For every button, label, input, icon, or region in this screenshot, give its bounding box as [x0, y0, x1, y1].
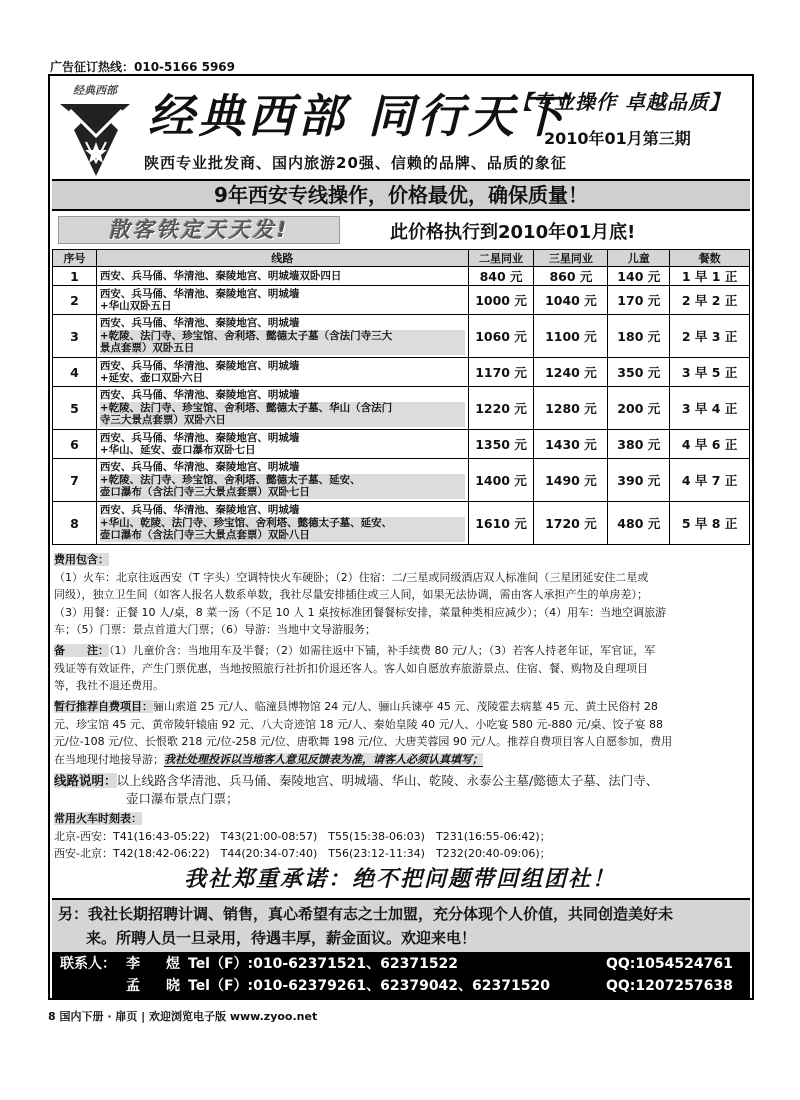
table-row [53, 286, 750, 315]
table-header-row [53, 250, 750, 267]
header-meals: 餐数 [670, 250, 750, 267]
row-number: 7 [53, 459, 97, 502]
table-row [53, 430, 750, 459]
header-no: 序号 [53, 250, 97, 267]
price-valid-note: 此价格执行到2010年01月底! [390, 222, 636, 243]
contact-row [60, 975, 746, 997]
route-line: 西安、兵马俑、华清池、秦陵地宫、明城墙 [99, 389, 300, 402]
route-line: 西安、兵马俑、华清池、秦陵地宫、明城墙 [99, 504, 300, 517]
price-two-star: 1060 元 [468, 315, 534, 358]
route-note-label: 线路说明： [54, 773, 117, 788]
train-section [54, 810, 752, 863]
contact-label: 联系人： [60, 956, 116, 972]
headline-banner: 9年西安专线操作，价格最优，确保质量！ [52, 179, 750, 211]
row-number: 3 [53, 315, 97, 358]
route-cell [96, 267, 468, 286]
table-row [53, 459, 750, 502]
meal-count: 5 早 8 正 [670, 502, 750, 545]
optional-line: 骊山索道 25 元/人、临潼县博物馆 24 元/人、骊山兵谏亭 45 元、茂陵霍去病墓 45 元、黄土民俗村 28 [153, 700, 658, 713]
price-two-star: 1220 元 [468, 387, 534, 430]
route-line: +乾陵、法门寺、珍宝馆、舍利塔、懿德太子墓、延安、 [100, 474, 465, 487]
slogan: 【专业操作 卓越品质】 [512, 90, 730, 114]
price-three-star: 1280 元 [534, 387, 608, 430]
contact-name: 李 煜 [126, 956, 186, 972]
price-three-star: 1040 元 [534, 286, 608, 315]
notes-label: 备 注： [54, 644, 109, 657]
price-two-star: 1170 元 [468, 358, 534, 387]
price-two-star: 1000 元 [468, 286, 534, 315]
notes-line: （1）儿童价含：当地用车及半餐；（2）如需往返中下铺，补手续费 80 元/人；（3）若客人持老年证，军官证，军 [109, 644, 656, 657]
row-number: 1 [53, 267, 97, 286]
row-number: 6 [53, 430, 97, 459]
route-note-section [54, 772, 752, 807]
contact-qq[interactable]: QQ:1054524761 [606, 956, 733, 972]
contact-name: 孟 晓 [126, 978, 186, 994]
header-route: 线路 [96, 250, 468, 267]
issue-date: 2010年01月第三期 [544, 129, 691, 148]
route-line: +乾陵、法门寺、珍宝馆、舍利塔、懿德太子墓（含法门寺三大 [100, 330, 465, 343]
price-two-star: 1400 元 [468, 459, 534, 502]
price-child: 200 元 [608, 387, 670, 430]
route-cell [96, 387, 468, 430]
notes-line: 等，我社不退还费用。 [54, 679, 164, 692]
price-three-star: 1490 元 [534, 459, 608, 502]
price-two-star: 1610 元 [468, 502, 534, 545]
complaint-note: 我社处理投诉以当地客人意见反馈表为准，请客人必须认真填写； [164, 752, 483, 766]
route-line: +延安、壶口双卧六日 [99, 372, 204, 384]
fees-label: 费用包含： [54, 553, 109, 566]
header-child: 儿童 [608, 250, 670, 267]
optional-section [54, 698, 752, 768]
contact-row [60, 953, 746, 975]
promise-slogan: 我社郑重承诺：绝不把问题带回组团社！ [183, 866, 616, 892]
price-three-star: 1720 元 [534, 502, 608, 545]
price-child: 350 元 [608, 358, 670, 387]
contact-phone[interactable]: Tel（F）:010-62371521、62371522 [188, 956, 459, 972]
fees-line: （1）火车：北京往返西安（T 字头）空调特快火车硬卧；（2）住宿：二/三星或同级酒店双人标准间（三星团延安住二星或 [54, 570, 649, 584]
route-price-table [52, 249, 750, 545]
fees-line: 同级），独立卫生间（如客人报名人数系单数，我社尽量安排插住或三人间，如果无法协调，需由客人承担产生的单房差）； [54, 588, 648, 601]
route-line: 西安、兵马俑、华清池、秦陵地宫、明城墙双卧四日 [99, 269, 342, 282]
route-line: 寺三大景点套票）双卧六日 [100, 414, 465, 427]
contact-bar [52, 952, 750, 998]
notes-line: 残证等有效证件，产生门票优惠，当地按照旅行社折扣价退还客人。客人如自愿放弃旅游景点、住宿、餐、购物及自理项目 [54, 661, 648, 675]
price-two-star: 1350 元 [468, 430, 534, 459]
price-three-star: 860 元 [534, 267, 608, 286]
route-line: 西安、兵马俑、华清池、秦陵地宫、明城墙 [99, 359, 300, 372]
row-number: 4 [53, 358, 97, 387]
price-two-star: 840 元 [468, 267, 534, 286]
table-row [53, 358, 750, 387]
price-child: 480 元 [608, 502, 670, 545]
flyer-frame [48, 74, 754, 1000]
optional-line: 元、珍宝馆 45 元、黄帝陵轩辕庙 92 元、八大奇迹馆 18 元/人、秦始皇陵 40 元/人、小吃宴 580 元-880 元/桌、饺子宴 88 [54, 717, 664, 731]
table-row [53, 502, 750, 545]
row-number: 2 [53, 286, 97, 315]
route-line: 西安、兵马俑、华清池、秦陵地宫、明城墙 [99, 287, 300, 300]
meal-count: 4 早 6 正 [670, 430, 750, 459]
header-three-star: 三星同业 [534, 250, 608, 267]
fees-line: 车；（5）门票：景点首道大门票；（6）导游：当地中文导游服务； [54, 623, 376, 636]
route-line: +华山、延安、壶口瀑布双卧七日 [99, 444, 256, 456]
recruit-line: 来。所聘人员一旦录用，待遇丰厚，薪金面议。欢迎来电！ [86, 929, 477, 947]
route-line: 壶口瀑布（含法门寺三大景点套票）双卧八日 [100, 529, 465, 542]
route-line: 西安、兵马俑、华清池、秦陵地宫、明城墙 [99, 317, 300, 330]
tagline: 陕西专业批发商、国内旅游20强、信赖的品牌、品质的象征 [144, 154, 567, 172]
price-three-star: 1240 元 [534, 358, 608, 387]
route-note-line: 以上线路含华清池、兵马俑、秦陵地宫、明城墙、华山、乾陵、永泰公主墓/懿德太子墓、法门寺、 [116, 773, 659, 788]
meal-count: 3 早 5 正 [670, 358, 750, 387]
price-child: 170 元 [608, 286, 670, 315]
price-child: 390 元 [608, 459, 670, 502]
route-line: 西安、兵马俑、华清池、秦陵地宫、明城墙 [99, 431, 300, 444]
price-three-star: 1100 元 [534, 315, 608, 358]
route-cell [96, 502, 468, 545]
contact-phone[interactable]: Tel（F）:010-62379261、62379042、62371520 [188, 978, 550, 994]
contact-qq[interactable]: QQ:1207257638 [606, 978, 733, 994]
price-child: 180 元 [608, 315, 670, 358]
row-number: 5 [53, 387, 97, 430]
header-two-star: 二星同业 [468, 250, 534, 267]
route-line: +乾陵、法门寺、珍宝馆、舍利塔、懿德太子墓、华山（含法门 [100, 402, 465, 415]
train-line: 西安-北京：T42(18:42-06:22) T44(20:34-07:40) T56(23:12-11:34) T232(20:40-09:06)； [54, 847, 551, 860]
logo-text: 经典西部 [73, 84, 117, 97]
train-line: 北京-西安：T41(16:43-05:22) T43(21:00-08:57) T55(15:38-06:03) T231(16:55-06:42)； [54, 829, 551, 843]
route-line: 西安、兵马俑、华清池、秦陵地宫、明城墙 [99, 461, 300, 474]
notes-section [54, 642, 752, 695]
meal-count: 2 早 3 正 [670, 315, 750, 358]
daily-departure-badge: 散客铁定天天发! [58, 216, 340, 244]
optional-line: 元/位-108 元/位、长恨歌 218 元/位-258 元/位、唐歌舞 198 元/位、大唐芙蓉园 90 元/人。推荐自费项目客人自愿参加，费用 [54, 735, 673, 748]
optional-label: 暂行推荐自费项目： [54, 700, 153, 713]
route-note-line: 壶口瀑布景点门票； [126, 790, 239, 806]
route-cell [96, 459, 468, 502]
meal-count: 4 早 7 正 [670, 459, 750, 502]
route-cell [96, 315, 468, 358]
route-cell [96, 286, 468, 315]
meal-count: 2 早 2 正 [670, 286, 750, 315]
table-row [53, 315, 750, 358]
main-title: 经典西部 同行天下 [148, 89, 569, 143]
price-child: 140 元 [608, 267, 670, 286]
price-three-star: 1430 元 [534, 430, 608, 459]
route-line: +华山双卧五日 [99, 300, 172, 312]
meal-count: 3 早 4 正 [670, 387, 750, 430]
train-label: 常用火车时刻表： [54, 812, 142, 825]
fees-section [54, 551, 752, 639]
fees-line: （3）用餐：正餐 10 人/桌，8 菜一汤（不足 10 人 1 桌按标准团餐餐标安排，菜量种类相应减少）；（4）用车：当地空调旅游 [54, 605, 667, 619]
table-row [53, 267, 750, 286]
route-line: 景点套票）双卧五日 [100, 342, 465, 355]
table-row [53, 387, 750, 430]
optional-line: 在当地现付地接导游； [54, 752, 164, 766]
route-line: +华山、乾陵、法门寺、珍宝馆、舍利塔、懿德太子墓、延安、 [100, 517, 465, 530]
route-line: 壶口瀑布（含法门寺三大景点套票）双卧七日 [100, 486, 465, 499]
meal-count: 1 早 1 正 [670, 267, 750, 286]
recruitment-notice [52, 898, 750, 952]
route-cell [96, 430, 468, 459]
ad-hotline: 广告征订热线：010-5166 5969 [50, 60, 236, 74]
recruit-line: 另：我社长期招聘计调、销售，真心希望有志之士加盟，充分体现个人价值，共同创造美好未 [58, 905, 674, 923]
company-logo [56, 82, 134, 180]
page-footer: 8 国内下册 · 扉页 | 欢迎浏览电子版 www.zyoo.net [48, 1010, 318, 1023]
route-cell [96, 358, 468, 387]
row-number: 8 [53, 502, 97, 545]
price-child: 380 元 [608, 430, 670, 459]
